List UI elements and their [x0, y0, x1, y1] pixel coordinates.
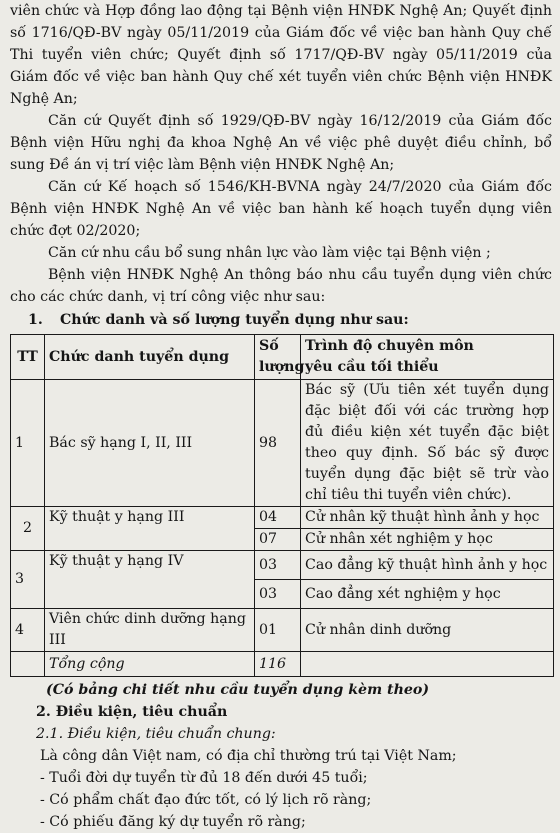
- table-total-row: [11, 652, 554, 677]
- intro-paragraph-3: Căn cứ Kế hoạch số 1546/KH-BVNA ngày 24/7/2020 của Giám đốc Bệnh viện HNĐK Nghệ An về việc ban hành kế hoạch tuyển dụng viên chức đợt 02/2020;: [10, 179, 552, 239]
- section-1-number: 1.: [28, 312, 43, 328]
- section-1-title: Chức danh và số lượng tuyển dụng như sau:: [60, 312, 409, 328]
- header-qty-line1: Số: [259, 338, 279, 354]
- intro-paragraph-1: viên chức và Hợp đồng lao động tại Bệnh viện HNĐK Nghệ An; Quyết định số 1716/QĐ-BV ngày 05/11/2019 của Giám đốc về việc ban hành Quy chế Thi tuyển viên chức; Quyết định số 1717/QĐ-BV ngày 05/11/2019 của Giám đốc về việc ban hành Quy chế xét tuyển viên chức Bệnh viện HNĐK Nghệ An;: [10, 3, 552, 107]
- table-row: [11, 507, 554, 529]
- row4-tt: 4: [11, 609, 45, 652]
- intro-paragraph-2: Căn cứ Quyết định số 1929/QĐ-BV ngày 16/12/2019 của Giám đốc Bệnh viện Hữu nghị đa khoa Nghệ An về việc phê duyệt điều chỉnh, bổ sung Đề án vị trí việc làm Bệnh viện HNĐK Nghệ An;: [10, 113, 552, 173]
- row3-tt: 3: [11, 551, 45, 609]
- table-row: [11, 609, 554, 652]
- condition-item: - Có phiếu đăng ký dự tuyển rõ ràng;: [40, 814, 306, 830]
- table-row: [11, 380, 554, 507]
- row2-qty-a: 04: [255, 507, 301, 529]
- total-label: Tổng cộng: [45, 652, 255, 677]
- header-req-line1: Trình độ chuyên môn: [305, 338, 474, 354]
- total-requirement-empty: [301, 652, 554, 677]
- header-qty: [255, 335, 305, 380]
- condition-item: Là công dân Việt nam, có địa chỉ thường trú tại Việt Nam;: [40, 748, 457, 764]
- row2-title: Kỹ thuật y hạng III: [45, 507, 255, 551]
- row4-qty: 01: [255, 609, 301, 652]
- row4-title: Viên chức dinh dưỡng hạng III: [45, 609, 255, 652]
- row4-requirement: Cử nhân dinh dưỡng: [301, 609, 554, 652]
- row3-requirement-a: Cao đẳng kỹ thuật hình ảnh y học: [301, 551, 554, 580]
- row3-title: Kỹ thuật y hạng IV: [45, 551, 255, 609]
- table-note: (Có bảng chi tiết nhu cầu tuyển dụng kèm theo): [46, 682, 430, 698]
- recruitment-table: [10, 334, 554, 677]
- row3-requirement-b: Cao đẳng xét nghiệm y học: [301, 580, 554, 609]
- intro-paragraph-4: Căn cứ nhu cầu bổ sung nhân lực vào làm việc tại Bệnh viện ;: [48, 245, 491, 261]
- section-2-heading: 2. Điều kiện, tiêu chuẩn: [36, 704, 228, 720]
- section-2-1-heading: 2.1. Điều kiện, tiêu chuẩn chung:: [36, 726, 276, 742]
- row3-qty-a: 03: [255, 551, 301, 580]
- total-tt-empty: [11, 652, 45, 677]
- table-header-row: [11, 335, 554, 380]
- intro-paragraph-5: Bệnh viện HNĐK Nghệ An thông báo nhu cầu tuyển dụng viên chức cho các chức danh, vị trí công việc như sau:: [10, 267, 552, 305]
- header-qty-line2: lượng: [259, 359, 305, 375]
- header-tt: TT: [11, 335, 45, 380]
- row2-qty-b: 07: [255, 529, 301, 551]
- section-1-heading: [10, 309, 552, 331]
- row2-requirement-b: Cử nhân xét nghiệm y học: [301, 529, 554, 551]
- total-qty: 116: [255, 652, 301, 677]
- row1-requirement: Bác sỹ (Ưu tiên xét tuyển dụng đặc biệt đối với các trường hợp đủ điều kiện xét tuyển đặc biệt theo quy định. Số bác sỹ được tuyển dụng đặc biệt sẽ trừ vào chỉ tiêu thi tuyển viên chức).: [301, 380, 554, 507]
- row2-tt: 2: [11, 507, 45, 551]
- table-row: [11, 551, 554, 580]
- header-req-line2: yêu cầu tối thiểu: [305, 359, 439, 375]
- row1-qty: 98: [255, 380, 301, 507]
- condition-item: - Có phẩm chất đạo đức tốt, có lý lịch rõ ràng;: [40, 792, 372, 808]
- row1-tt: 1: [11, 380, 45, 507]
- header-requirement: [301, 335, 554, 380]
- row1-title: Bác sỹ hạng I, II, III: [45, 380, 255, 507]
- row3-qty-b: 03: [255, 580, 301, 609]
- condition-item: - Tuổi đời dự tuyển từ đủ 18 đến dưới 45 tuổi;: [40, 770, 368, 786]
- header-title: Chức danh tuyển dụng: [45, 335, 255, 380]
- row2-requirement-a: Cử nhân kỹ thuật hình ảnh y học: [301, 507, 554, 529]
